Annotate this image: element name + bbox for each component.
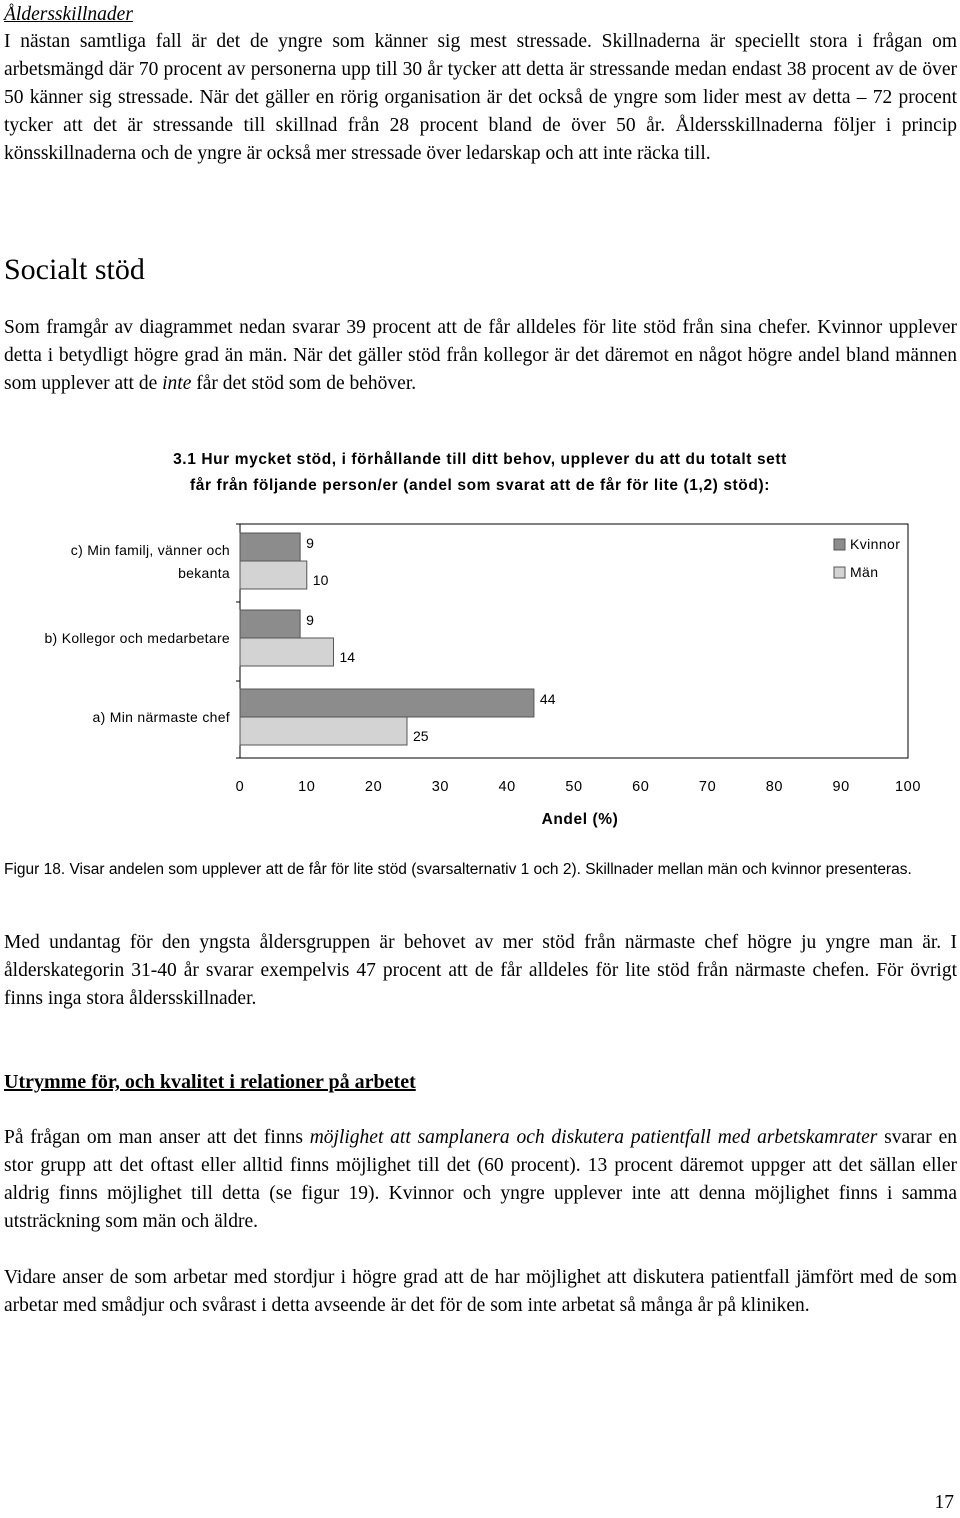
x-tick-label: 20 xyxy=(364,779,383,795)
figure-caption: Figur 18. Visar andelen som upplever att de får för lite stöd (svarsalternativ 1 och 2). Skillnader mellan män och kvinnor presenteras. xyxy=(4,861,912,878)
section-heading-age-differences: Åldersskillnader xyxy=(4,4,133,25)
x-tick-label: 80 xyxy=(765,779,784,795)
bar-män xyxy=(240,638,334,666)
chart-title-line-2: får från följande person/er (andel som svarat att de får för lite (1,2) stöd): xyxy=(190,477,770,494)
bar-kvinnor xyxy=(240,689,534,717)
paragraph-large-animals: Vidare anser de som arbetar med stordjur i högre grad att de har möjlighet att diskutera patientfall jämfört med de som arbetar med smådjur och svårast i detta avseende är det för de som inte arbetat så många år på kliniken. xyxy=(4,1267,957,1316)
x-tick-label: 90 xyxy=(832,779,850,795)
x-tick-label: 60 xyxy=(632,779,650,795)
x-tick-label: 30 xyxy=(431,779,450,795)
x-tick-label: 40 xyxy=(498,779,516,795)
data-label: 14 xyxy=(339,649,356,665)
data-label: 10 xyxy=(312,572,329,588)
paragraph-text: svarar en stor grupp att det oftast eller alltid finns möjlighet till det (60 procent). 13 procent däremot uppger att det sällan eller aldrig finns möjlighet till detta (se figur 19). Kvinnor och yngre upplever inte att denna möjlighet finns i samma utsträckning som män och äldre. xyxy=(4,1127,957,1232)
section-heading-relations: Utrymme för, och kvalitet i relationer på arbetet xyxy=(4,1071,416,1093)
legend-swatch-kvinnor xyxy=(834,539,845,550)
paragraph-text: Som framgår av diagrammet nedan svarar 39 procent att de får alldeles för lite stöd från sina chefer. Kvinnor upplever detta i betydligt högre grad än män. När det gäller stöd från kollegor är det däremot en något högre andel bland männen som upplever att de xyxy=(4,317,957,394)
data-label: 9 xyxy=(306,612,314,628)
chart-title-line-1: 3.1 Hur mycket stöd, i förhållande till ditt behov, upplever du att du totalt sett xyxy=(173,451,787,468)
x-tick-label: 0 xyxy=(235,779,245,795)
category-label: b) Kollegor och medarbetare xyxy=(44,630,230,646)
paragraph-collaboration xyxy=(4,1124,957,1236)
paragraph-age-differences: I nästan samtliga fall är det de yngre som känner sig mest stressade. Skillnaderna är speciellt stora i frågan om arbetsmängd där 70 procent av personerna upp till 30 år tycker att detta är stressande medan endast 38 procent av de över 50 känner sig stressade. När det gäller en rörig organisation är det också de yngre som lider mest av detta – 72 procent tycker att det är stressande till skillnad från 28 procent bland de över 50 år. Åldersskillnaderna följer i princip könsskillnaderna och de yngre är också mer stressade över ledarskap och att inte räcka till. xyxy=(4,31,957,164)
legend-swatch-män xyxy=(834,567,845,578)
category-label: c) Min familj, vänner och xyxy=(70,542,230,558)
x-tick-label: 10 xyxy=(298,779,316,795)
chart-title xyxy=(0,447,960,499)
x-tick-label: 70 xyxy=(698,779,717,795)
bar-kvinnor xyxy=(240,533,300,561)
page-number: 17 xyxy=(934,1492,954,1513)
emphasis-text: inte xyxy=(162,373,192,394)
paragraph-manager-support: Med undantag för den yngsta åldersgruppen är behovet av mer stöd från närmaste chef högre ju yngre man är. I ålderskategorin 31-40 år svarar exempelvis 47 procent att de får alldeles för lite stöd från närmaste chefen. För övrigt finns inga stora åldersskillnader. xyxy=(4,932,957,1009)
x-axis-label: Andel (%) xyxy=(541,811,619,828)
category-label: bekanta xyxy=(178,565,230,581)
x-tick-label: 100 xyxy=(895,779,921,795)
legend-label: Kvinnor xyxy=(850,536,901,552)
bar-kvinnor xyxy=(240,610,300,638)
x-tick-label: 50 xyxy=(565,779,583,795)
paragraph-text: får det stöd som de behöver. xyxy=(191,373,417,394)
support-bar-chart xyxy=(0,510,960,850)
category-label: a) Min närmaste chef xyxy=(92,709,230,725)
bar-män xyxy=(240,561,307,589)
section-heading-social-support: Socialt stöd xyxy=(4,253,145,286)
bar-män xyxy=(240,717,407,745)
data-label: 25 xyxy=(413,728,429,744)
paragraph-social-support xyxy=(4,314,957,398)
data-label: 44 xyxy=(539,691,556,707)
legend-label: Män xyxy=(850,564,879,580)
paragraph-text: På frågan om man anser att det finns xyxy=(4,1127,310,1148)
data-label: 9 xyxy=(306,535,314,551)
emphasis-text: möjlighet att samplanera och diskutera patientfall med arbetskamrater xyxy=(309,1127,878,1148)
